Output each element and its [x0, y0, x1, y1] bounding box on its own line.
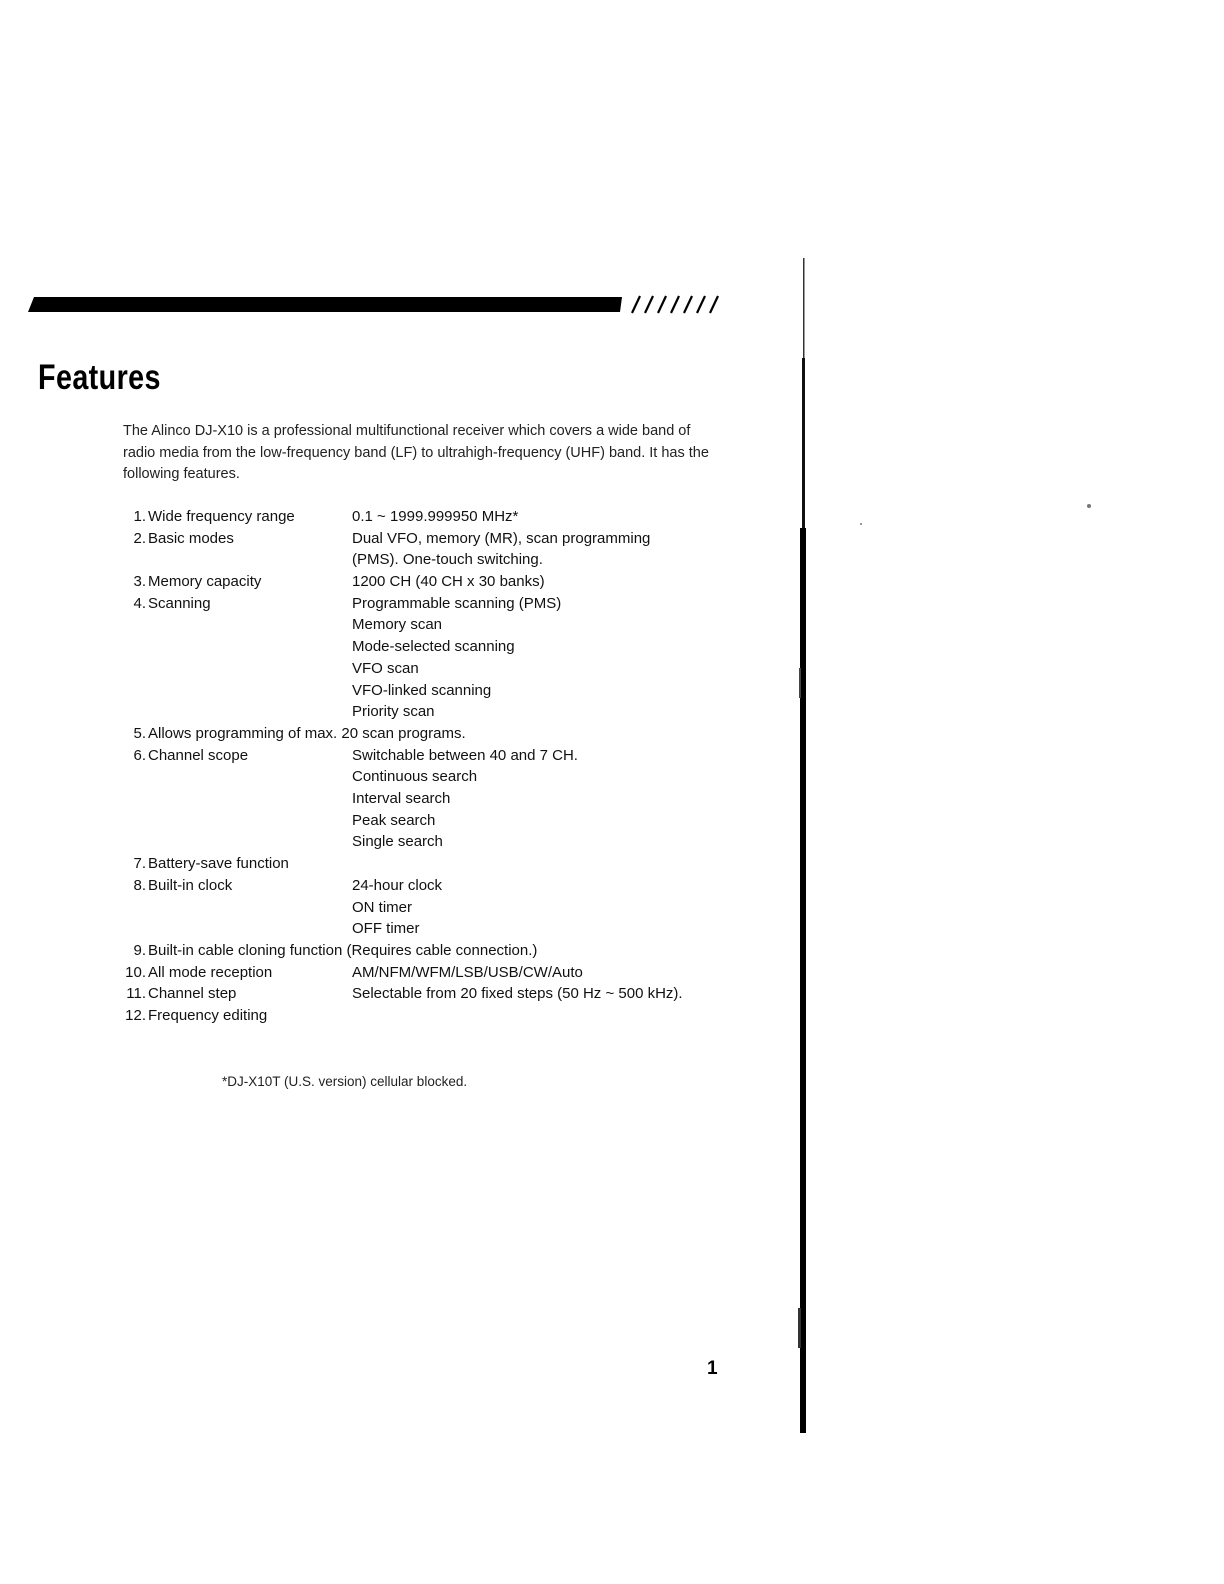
feature-value: Memory scan: [352, 616, 443, 634]
feature-number: 11.: [126, 985, 146, 1003]
feature-number: 5.: [133, 724, 146, 742]
feature-value: VFO scan: [352, 659, 419, 677]
feature-value: Dual VFO, memory (MR), scan programming: [352, 529, 651, 547]
feature-values: [352, 745, 578, 853]
feature-number: 7.: [133, 855, 146, 873]
feature-label: Built-in clock: [148, 876, 233, 894]
feature-label: Memory capacity: [148, 573, 262, 591]
feature-item: [118, 528, 738, 571]
feature-item: [118, 506, 738, 528]
feature-value: Selectable from 20 fixed steps (50 Hz ~ 500 kHz).: [352, 985, 683, 1003]
feature-number: 4.: [133, 594, 146, 612]
feature-label: Frequency editing: [148, 1006, 268, 1024]
feature-number: 6.: [133, 746, 146, 764]
scan-speck: [860, 523, 862, 525]
feature-value: (PMS). One-touch switching.: [352, 551, 543, 569]
section-header-rule: [28, 292, 728, 316]
page-number: 1: [707, 1358, 718, 1379]
feature-value: 1200 CH (40 CH x 30 banks): [352, 573, 545, 591]
feature-value: Continuous search: [352, 768, 478, 786]
feature-value: 24-hour clock: [352, 876, 443, 894]
feature-item: [118, 1005, 738, 1027]
feature-label: Wide frequency range: [148, 508, 295, 525]
footnote: *DJ-X10T (U.S. version) cellular blocked.: [222, 1074, 468, 1089]
intro-paragraph: The Alinco DJ-X10 is a professional multifunctional receiver which covers a wide band of radio media from the low-frequency band (LF) to ultrahigh-frequency (UHF) band. It has the following features.: [123, 423, 709, 483]
feature-label: Basic modes: [148, 529, 234, 547]
feature-value: Mode-selected scanning: [352, 638, 515, 656]
feature-value: VFO-linked scanning: [352, 681, 492, 699]
feature-item: [118, 940, 738, 962]
feature-item: [118, 745, 738, 854]
feature-number: 8.: [133, 876, 146, 894]
feature-value: Single search: [352, 833, 443, 851]
feature-item: [118, 593, 738, 723]
feature-number: 3.: [133, 573, 146, 591]
feature-label: Battery-save function: [148, 855, 289, 873]
feature-label: Scanning: [148, 594, 211, 612]
feature-label: Built-in cable cloning function (Requires cable connection.): [148, 941, 538, 959]
feature-label: Channel scope: [148, 746, 249, 764]
feature-item: [118, 875, 738, 940]
page-title: Features: [38, 358, 161, 397]
feature-value: OFF timer: [352, 920, 420, 938]
feature-item: [118, 571, 738, 593]
feature-values: [352, 593, 561, 723]
feature-values: [352, 983, 683, 1005]
feature-values: [352, 962, 583, 984]
feature-item: [118, 983, 738, 1005]
feature-number: 9.: [133, 941, 146, 959]
feature-list: [118, 506, 738, 1027]
feature-value: ON timer: [352, 898, 412, 916]
feature-number: 12.: [125, 1006, 146, 1024]
feature-value: 0.1 ~ 1999.999950 MHz*: [352, 508, 519, 525]
feature-item: [118, 962, 738, 984]
feature-value: Priority scan: [352, 703, 435, 721]
feature-number: 10.: [125, 963, 146, 981]
feature-label: All mode reception: [148, 963, 273, 981]
feature-value: Interval search: [352, 790, 451, 808]
feature-number: 1.: [133, 508, 146, 525]
feature-value: Switchable between 40 and 7 CH.: [352, 746, 578, 764]
feature-number: 2.: [133, 529, 146, 547]
feature-values: [352, 506, 518, 528]
feature-item: [118, 853, 738, 875]
feature-values: [352, 528, 650, 571]
feature-value: Programmable scanning (PMS): [352, 594, 562, 612]
feature-value: Peak search: [352, 811, 436, 829]
feature-value: AM/NFM/WFM/LSB/USB/CW/Auto: [352, 963, 583, 981]
feature-values: [352, 571, 545, 593]
scan-speck: [1087, 504, 1091, 508]
feature-values: [352, 875, 442, 940]
feature-item: [118, 723, 738, 745]
feature-label: Allows programming of max. 20 scan programs.: [148, 724, 466, 742]
binding-edge: [794, 258, 814, 1433]
feature-label: Channel step: [148, 985, 237, 1003]
